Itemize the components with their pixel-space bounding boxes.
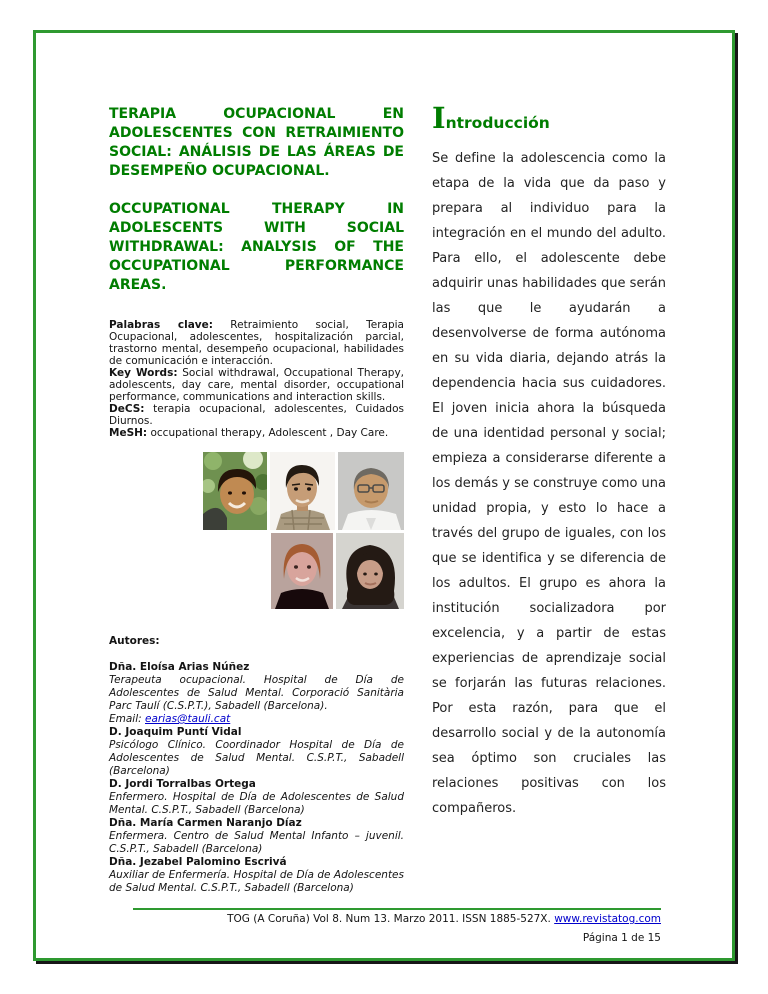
author-photo-4: [271, 533, 333, 609]
author-bio: Terapeuta ocupacional. Hospital de Día de Adolescentes de Salud Mental. Corporació Sanitària Parc Taulí (C.S.P.T.), Sabadell (Barcelona).: [109, 674, 404, 712]
author-name: D. Jordi Torralbas Ortega: [109, 778, 256, 790]
mesh: [109, 427, 404, 439]
author-name: Dña. Jezabel Palomino Escrivá: [109, 856, 287, 868]
author-photo-3: [338, 452, 404, 530]
author-bio: Auxiliar de Enfermería. Hospital de Día de Adolescentes de Salud Mental. C.S.P.T., Sabadell (Barcelona): [109, 869, 404, 894]
key-words: [109, 367, 404, 403]
author-bio: Enfermera. Centro de Salud Mental Infanto – juvenil. C.S.P.T., Sabadell (Barcelona): [109, 830, 404, 855]
key-words-text: Social withdrawal, Occupational Therapy, adolescents, day care, mental disorder, occupational performance, communications and interaction skills.: [109, 367, 404, 403]
palabras-clave-text: Retraimiento social, Terapia Ocupacional, adolescentes, hospitalización parcial, trastorno mental, desempeño ocupacional, habilidades de comunicación e interacción.: [109, 319, 404, 367]
author-bio: Psicólogo Clínico. Coordinador Hospital de Día de Adolescentes de Salud Mental. C.S.P.T., Sabadell (Barcelona): [109, 739, 404, 777]
title-spanish: TERAPIA OCUPACIONAL EN ADOLESCENTES CON RETRAIMIENTO SOCIAL: ANÁLISIS DE LAS ÁREAS DE DESEMPEÑO OCUPACIONAL.: [109, 106, 404, 179]
author-photo-2: [270, 452, 335, 530]
author-photos: [109, 452, 404, 609]
left-column: [109, 105, 404, 895]
footer-page-number: Página 1 de 15: [582, 932, 661, 944]
author-name: D. Joaquim Puntí Vidal: [109, 726, 242, 738]
right-column: [432, 103, 666, 821]
introduction-heading: [432, 103, 666, 134]
palabras-clave: [109, 319, 404, 367]
mesh-text: occupational therapy, Adolescent , Day Care.: [150, 427, 389, 439]
author-photo-5: [336, 533, 404, 609]
title-english: OCCUPATIONAL THERAPY IN ADOLESCENTS WITH SOCIAL WITHDRAWAL: ANALYSIS OF THE OCCUPATIONAL PERFORMANCE AREAS.: [109, 201, 404, 293]
key-words-label: Key Words:: [109, 367, 178, 379]
author-email-line: [109, 713, 404, 726]
author-email-link[interactable]: earias@tauli.cat: [145, 713, 231, 725]
footer-journal-link[interactable]: www.revistatog.com: [554, 913, 661, 925]
keywords-block: [109, 319, 404, 439]
introduction-paragraph: Se define la adolescencia como la etapa de la vida que da paso y prepara al individuo para la integración en el mundo del adulto. Para ello, el adolescente debe adquirir unas habilidades que serán las que le ayudarán a desenvolverse de forma autónoma en su vida diaria, dejando atrás la dependencia hacia sus cuidadores. El joven inicia ahora la búsqueda de una identidad personal y social; empieza a considerarse diferente a los demás y se construye como una unidad propia, y esto lo hace a través del grupo de iguales, con los que se identifica y se diferencia de los adultos. El grupo es ahora la institución socializadora por excelencia, y a partir de estas experiencias de aprendizaje social se forjarán las futuras relaciones. Por esta razón, para que el desarrollo social y de la autonomía sea óptimo son cruciales las relaciones positivas con los compañeros.: [432, 151, 666, 816]
introduction-dropcap: I: [432, 101, 446, 135]
photo-row-bottom: [109, 533, 404, 609]
decs: [109, 403, 404, 427]
photo-row-top: [109, 452, 404, 530]
author-name: Dña. Eloísa Arias Núñez: [109, 661, 250, 673]
page-footer: [133, 908, 661, 944]
footer-journal-text: TOG (A Coruña) Vol 8. Num 13. Marzo 2011. ISSN 1885-527X.: [227, 913, 555, 925]
author-bio: Enfermero. Hospital de Día de Adolescentes de Salud Mental. C.S.P.T., Sabadell (Barcelona): [109, 791, 404, 816]
mesh-label: MeSH:: [109, 427, 148, 439]
decs-text: terapia ocupacional, adolescentes, Cuidados Diurnos.: [109, 403, 404, 427]
decs-label: DeCS:: [109, 403, 145, 415]
page-border-frame: [33, 30, 735, 961]
email-label: Email:: [109, 713, 146, 725]
authors-heading: Autores:: [109, 635, 160, 647]
footer-journal-line: [133, 913, 661, 925]
palabras-clave-label: Palabras clave:: [109, 319, 213, 331]
author-photo-1: [203, 452, 267, 530]
author-name: Dña. María Carmen Naranjo Díaz: [109, 817, 302, 829]
introduction-heading-rest: ntroducción: [445, 114, 550, 132]
authors-block: [109, 635, 404, 895]
